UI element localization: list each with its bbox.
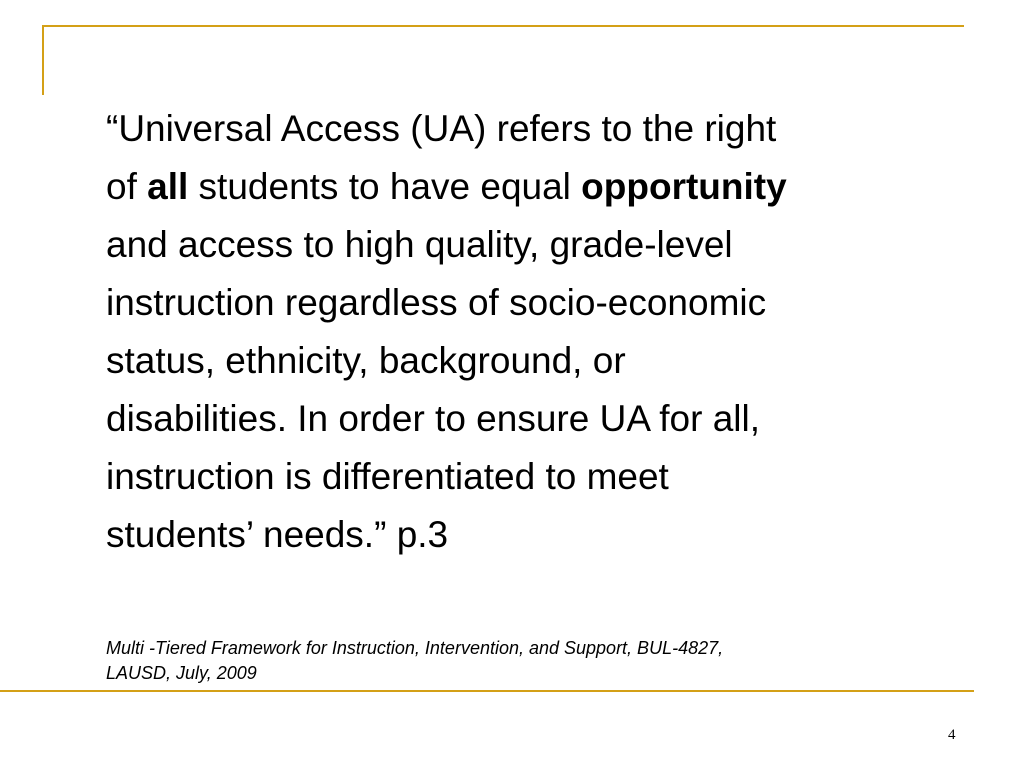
page-number: 4 <box>948 727 956 743</box>
quote-line: status, ethnicity, background, or <box>106 340 626 381</box>
emphasis-all: all <box>147 166 189 207</box>
quote-segment: of <box>106 166 148 207</box>
quote-line <box>106 158 966 216</box>
top-accent-rule <box>42 25 964 27</box>
quote-text <box>106 100 966 564</box>
left-accent-rule <box>42 25 44 95</box>
quote-line: instruction regardless of socio-economic <box>106 282 767 323</box>
quote-line: students’ needs.” p.3 <box>106 514 449 555</box>
citation <box>106 636 966 686</box>
emphasis-opportunity: opportunity <box>581 166 787 207</box>
bottom-accent-rule <box>0 690 974 692</box>
quote-line: and access to high quality, grade-level <box>106 224 733 265</box>
quote-line: “Universal Access (UA) refers to the right <box>106 108 777 149</box>
citation-line: Multi -Tiered Framework for Instruction, Intervention, and Support, BUL-4827, <box>106 638 724 658</box>
quote-line: disabilities. In order to ensure UA for all, <box>106 398 760 439</box>
citation-line: LAUSD, July, 2009 <box>106 663 257 683</box>
quote-line: instruction is differentiated to meet <box>106 456 669 497</box>
quote-segment: students to have equal <box>188 166 582 207</box>
